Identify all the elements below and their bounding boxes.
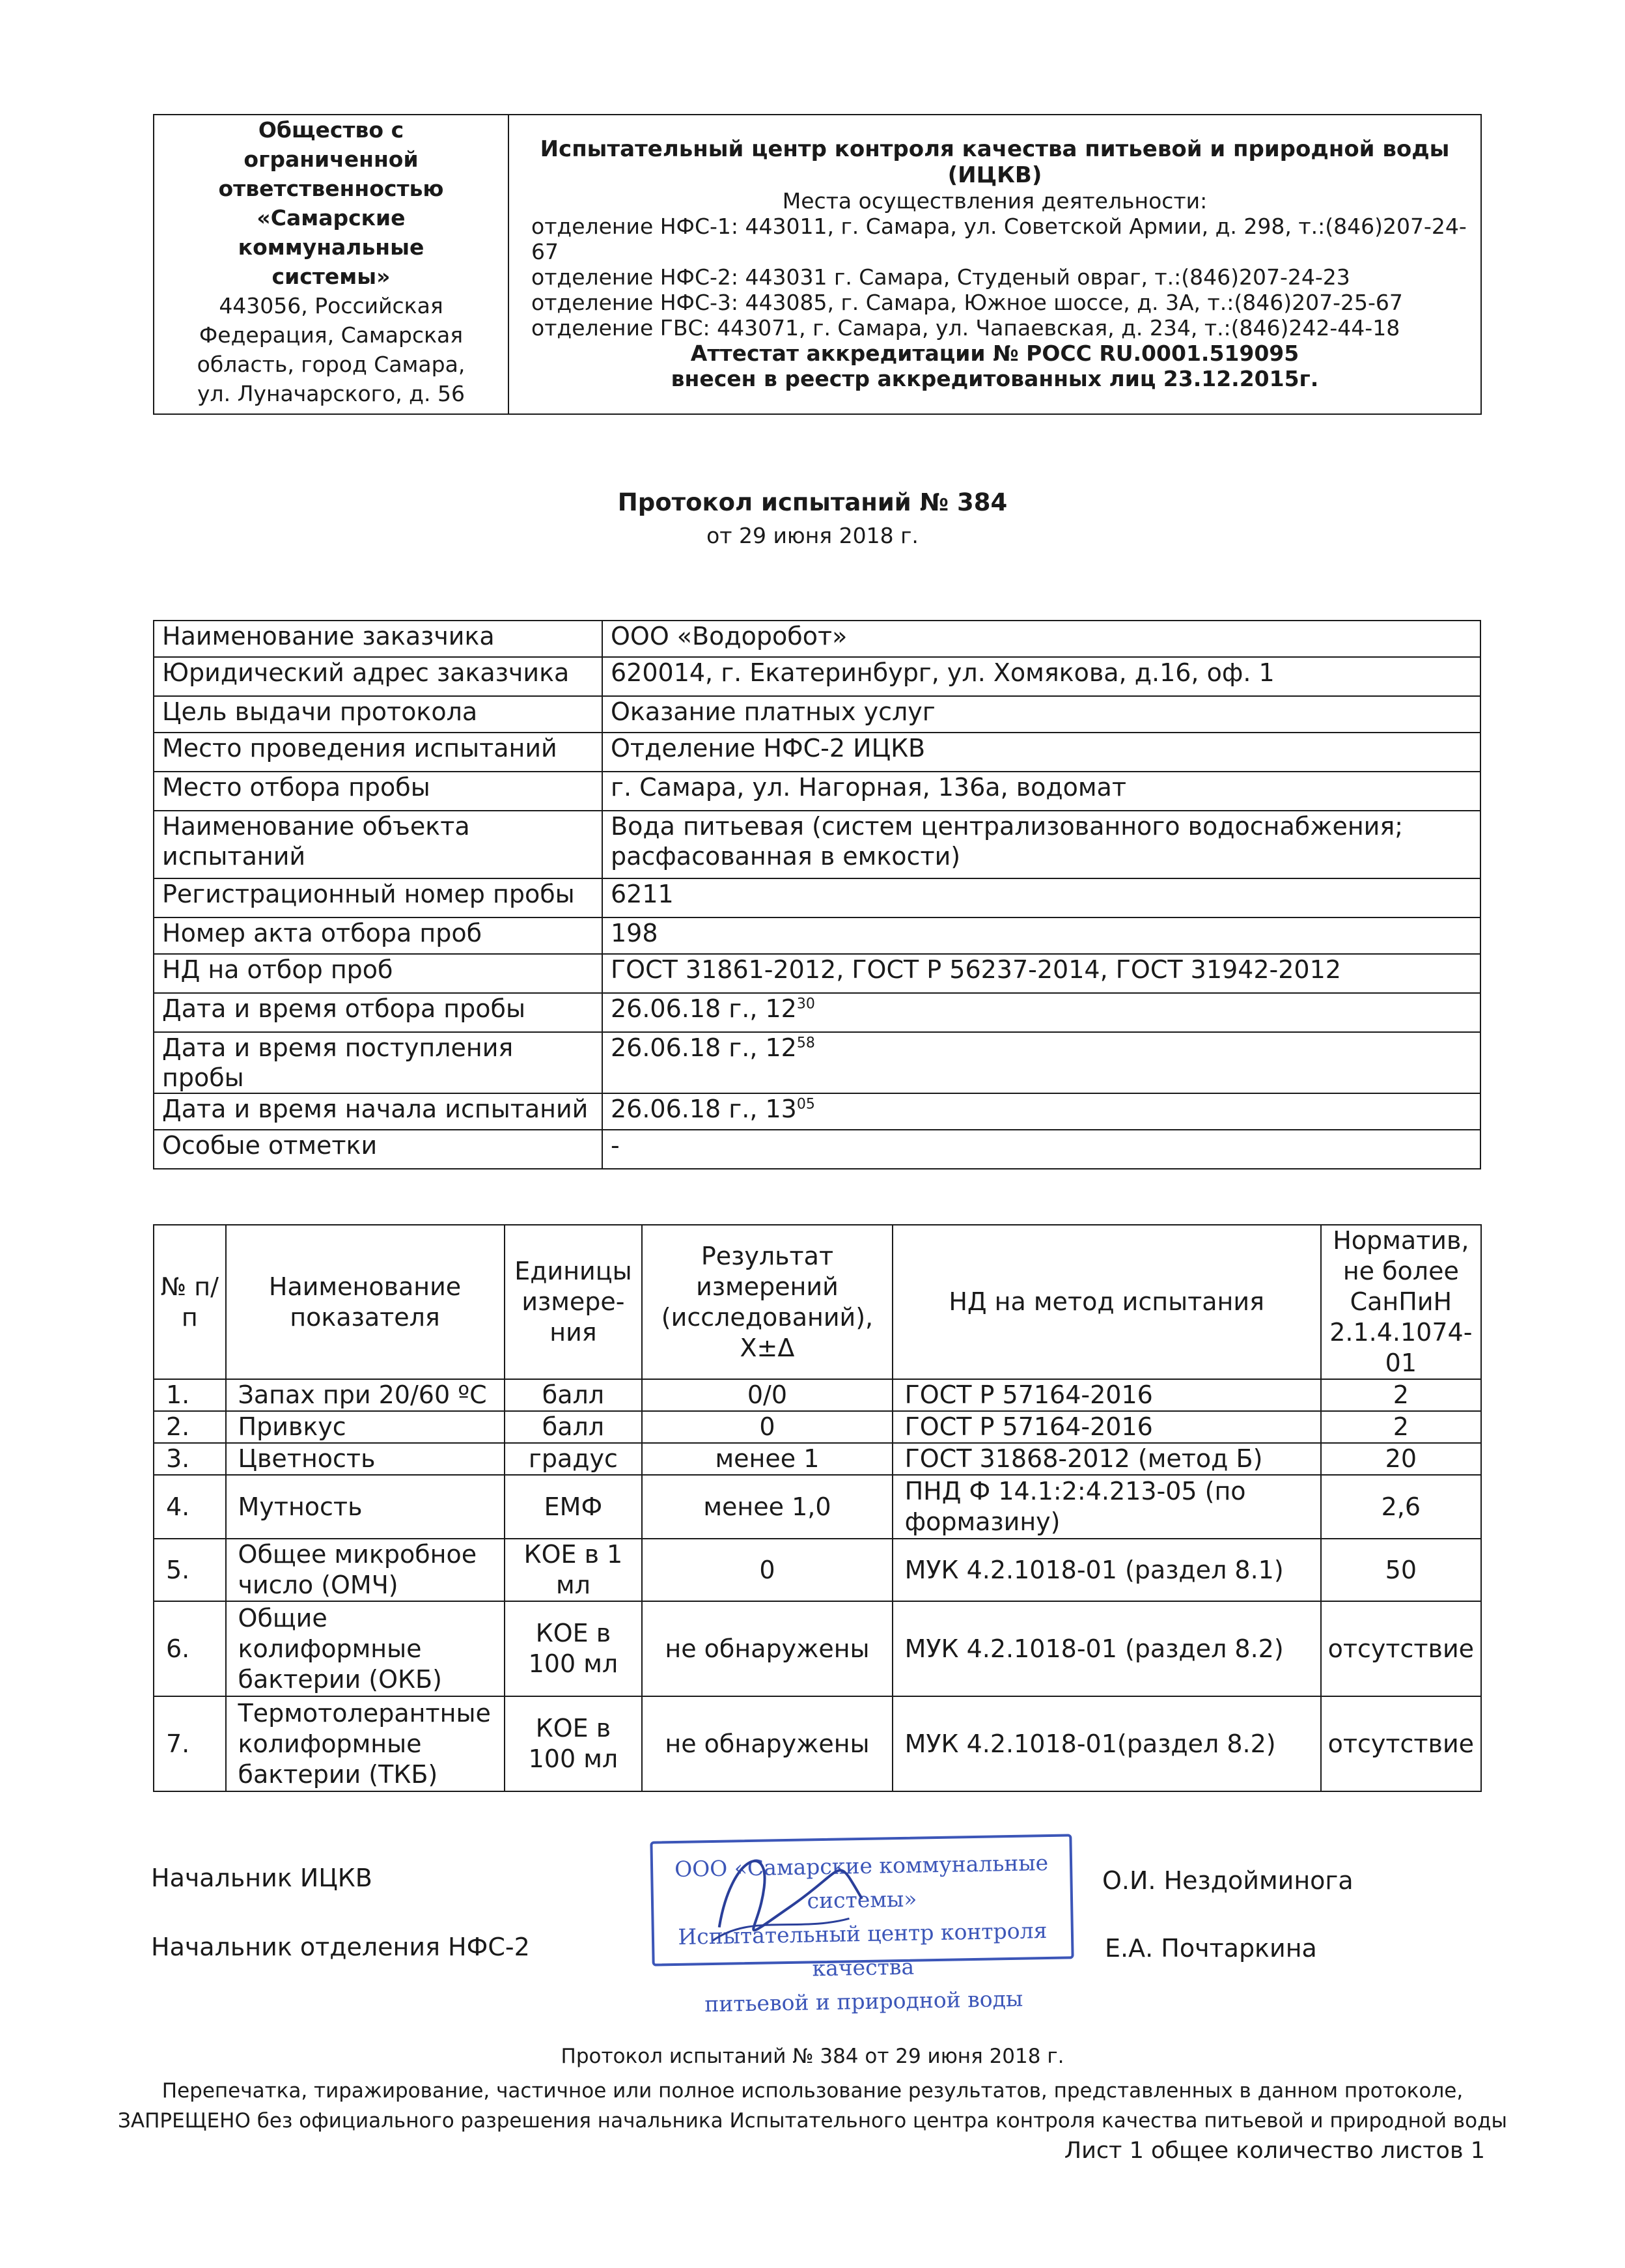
stamp-line: ООО «Самарские коммунальные системы»	[674, 1850, 1049, 1914]
info-value-text: Отделение НФС-2 ИЦКВ	[611, 734, 926, 763]
info-value-text: ООО «Водоробот»	[611, 622, 848, 651]
org-name-line: ответственностью	[218, 176, 444, 201]
org-address	[161, 291, 501, 408]
time-minutes: 05	[796, 1096, 815, 1113]
info-value-text: ГОСТ 31861-2012, ГОСТ Р 56237-2014, ГОСТ 31942-2012	[611, 955, 1341, 984]
info-value	[602, 1032, 1480, 1093]
result-result: 0	[642, 1539, 892, 1601]
result-num: 6.	[154, 1601, 226, 1696]
result-num: 4.	[154, 1475, 226, 1539]
org-name-line: ограниченной	[243, 147, 419, 172]
info-key: Юридический адрес заказчика	[154, 657, 602, 696]
footer-notice-line: ЗАПРЕЩЕНО без официального разрешения начальника Испытательного центра контроля качества питьевой и природной воды	[118, 2109, 1507, 2133]
info-key: Цель выдачи протокола	[154, 696, 602, 733]
result-method: ГОСТ 31868-2012 (метод Б)	[893, 1443, 1321, 1475]
signature-name: Е.А. Почтаркина	[1105, 1934, 1317, 1963]
signature-position: Начальник ИЦКВ	[151, 1864, 372, 1892]
info-row	[154, 878, 1480, 917]
result-unit: балл	[505, 1411, 643, 1443]
info-row	[154, 696, 1480, 733]
info-value	[602, 954, 1480, 993]
lab-title	[513, 136, 1477, 188]
organization-stamp	[650, 1834, 1074, 2017]
result-row	[154, 1696, 1481, 1791]
org-name	[161, 115, 501, 291]
result-num: 3.	[154, 1443, 226, 1475]
result-method: ГОСТ Р 57164-2016	[893, 1411, 1321, 1443]
result-result: не обнаружены	[642, 1696, 892, 1791]
place-line: отделение НФС-3: 443085, г. Самара, Южное шоссе, д. 3А, т.:(846)207-25-67	[531, 290, 1403, 315]
result-row	[154, 1443, 1481, 1475]
info-value	[602, 621, 1480, 657]
org-address-line: область, город Самара,	[197, 352, 465, 377]
result-row	[154, 1539, 1481, 1601]
result-num: 2.	[154, 1411, 226, 1443]
result-row	[154, 1411, 1481, 1443]
info-value-text: г. Самара, ул. Нагорная, 136а, водомат	[611, 773, 1126, 802]
col-header-name: Наименование показателя	[226, 1225, 505, 1379]
info-value	[602, 733, 1480, 772]
time-minutes: 30	[796, 996, 815, 1013]
info-row	[154, 1130, 1480, 1169]
footer-protocol: Протокол испытаний № 384 от 29 июня 2018 г.	[561, 2045, 1064, 2068]
info-value	[602, 917, 1480, 954]
document-date: от 29 июня 2018 г.	[706, 523, 919, 548]
info-row	[154, 917, 1480, 954]
info-row	[154, 733, 1480, 772]
result-norm: отсутствие	[1321, 1601, 1481, 1696]
col-header-result: Результат измерений (исследований), Х±Δ	[642, 1225, 892, 1379]
info-key: Место отбора пробы	[154, 772, 602, 811]
col-header-num: № п/п	[154, 1225, 226, 1379]
signature-scribble	[691, 1827, 889, 1973]
result-unit: КОЕ в 100 мл	[505, 1696, 643, 1791]
result-norm: 2	[1321, 1411, 1481, 1443]
result-unit: балл	[505, 1379, 643, 1411]
sheet-count: Лист 1 общее количество листов 1	[1064, 2138, 1485, 2164]
info-row	[154, 621, 1480, 657]
info-value	[602, 1130, 1480, 1169]
time-minutes: 58	[796, 1035, 815, 1052]
result-result: 0	[642, 1411, 892, 1443]
info-key: Дата и время поступления пробы	[154, 1032, 602, 1093]
org-name-line: Общество с	[258, 117, 404, 143]
info-value-text: 26.06.18 г., 12	[611, 994, 797, 1023]
result-method: МУК 4.2.1018-01(раздел 8.2)	[893, 1696, 1321, 1791]
result-method: ПНД Ф 14.1:2:4.213-05 (по формазину)	[893, 1475, 1321, 1539]
result-num: 1.	[154, 1379, 226, 1411]
info-value-text: 198	[611, 919, 658, 947]
org-address-line: Федерация, Самарская	[199, 322, 464, 348]
result-method: МУК 4.2.1018-01 (раздел 8.1)	[893, 1539, 1321, 1601]
info-value-text: 26.06.18 г., 13	[611, 1095, 797, 1123]
org-address-line: ул. Луначарского, д. 56	[197, 381, 465, 406]
stamp-line: Испытательный центр контроля качества	[678, 1918, 1048, 1981]
info-key: Особые отметки	[154, 1130, 602, 1169]
place-line: отделение НФС-2: 443031 г. Самара, Студеный овраг, т.:(846)207-24-23	[531, 264, 1350, 290]
info-row	[154, 772, 1480, 811]
result-row	[154, 1475, 1481, 1539]
org-name-line: коммунальные	[238, 234, 424, 260]
signature-name: О.И. Нездойминога	[1102, 1866, 1354, 1895]
places-label: Места осуществления деятельности:	[782, 188, 1208, 214]
result-name: Общие колиформные бактерии (ОКБ)	[226, 1601, 505, 1696]
result-name: Привкус	[226, 1411, 505, 1443]
result-unit: КОЕ в 100 мл	[505, 1601, 643, 1696]
info-row	[154, 1093, 1480, 1130]
signature-position: Начальник отделения НФС-2	[151, 1933, 530, 1961]
info-value-text: 620014, г. Екатеринбург, ул. Хомякова, д.16, оф. 1	[611, 658, 1275, 687]
info-value	[602, 1093, 1480, 1130]
result-result: не обнаружены	[642, 1601, 892, 1696]
col-header-method: НД на метод испытания	[893, 1225, 1321, 1379]
info-value-text: -	[611, 1131, 620, 1160]
org-address-line: 443056, Российская	[219, 293, 443, 318]
info-value	[602, 993, 1480, 1032]
place-line: отделение ГВС: 443071, г. Самара, ул. Чапаевская, д. 234, т.:(846)242-44-18	[531, 315, 1400, 341]
info-row	[154, 993, 1480, 1032]
result-result: менее 1	[642, 1443, 892, 1475]
info-value-text: 6211	[611, 880, 674, 908]
result-norm: отсутствие	[1321, 1696, 1481, 1791]
results-table	[153, 1224, 1482, 1792]
info-value	[602, 811, 1480, 878]
result-method: МУК 4.2.1018-01 (раздел 8.2)	[893, 1601, 1321, 1696]
lab-cell	[508, 115, 1481, 414]
org-name-line: системы»	[271, 264, 391, 289]
info-value	[602, 657, 1480, 696]
result-name: Общее микробное число (ОМЧ)	[226, 1539, 505, 1601]
result-unit: градус	[505, 1443, 643, 1475]
result-name: Запах при 20/60 ºС	[226, 1379, 505, 1411]
result-norm: 2,6	[1321, 1475, 1481, 1539]
result-norm: 2	[1321, 1379, 1481, 1411]
info-key: Дата и время отбора пробы	[154, 993, 602, 1032]
footer-notice	[0, 2076, 1625, 2136]
lab-title-line: (ИЦКВ)	[947, 162, 1042, 188]
document-title: Протокол испытаний № 384	[617, 488, 1008, 516]
result-name: Цветность	[226, 1443, 505, 1475]
result-row	[154, 1379, 1481, 1411]
info-row	[154, 811, 1480, 878]
info-value	[602, 878, 1480, 917]
accreditation-line: внесен в реестр аккредитованных лиц 23.12.2015г.	[671, 366, 1319, 391]
result-unit: ЕМФ	[505, 1475, 643, 1539]
place-line: отделение НФС-1: 443011, г. Самара, ул. Советской Армии, д. 298, т.:(846)207-24-67	[531, 214, 1467, 264]
info-row	[154, 657, 1480, 696]
info-key: Наименование заказчика	[154, 621, 602, 657]
info-key: Регистрационный номер пробы	[154, 878, 602, 917]
info-value-text: Оказание платных услуг	[611, 697, 936, 726]
info-row	[154, 1032, 1480, 1093]
result-unit: КОЕ в 1 мл	[505, 1539, 643, 1601]
info-key: Наименование объекта испытаний	[154, 811, 602, 878]
result-result: 0/0	[642, 1379, 892, 1411]
lab-title-line: Испытательный центр контроля качества питьевой и природной воды	[540, 136, 1450, 162]
info-key: Номер акта отбора проб	[154, 917, 602, 954]
result-name: Мутность	[226, 1475, 505, 1539]
info-value	[602, 772, 1480, 811]
result-norm: 50	[1321, 1539, 1481, 1601]
result-row	[154, 1601, 1481, 1696]
col-header-unit: Единицы измере-ния	[505, 1225, 643, 1379]
col-header-norm: Норматив, не более СанПиН 2.1.4.1074-01	[1321, 1225, 1481, 1379]
result-result: менее 1,0	[642, 1475, 892, 1539]
info-key: НД на отбор проб	[154, 954, 602, 993]
result-num: 7.	[154, 1696, 226, 1791]
result-norm: 20	[1321, 1443, 1481, 1475]
org-name-line: «Самарские	[257, 205, 406, 231]
footer-notice-line: Перепечатка, тиражирование, частичное или полное использование результатов, представленных в данном протоколе,	[161, 2079, 1464, 2103]
accreditation-line: Аттестат аккредитации № РОСС RU.0001.519095	[690, 341, 1299, 366]
result-method: ГОСТ Р 57164-2016	[893, 1379, 1321, 1411]
info-table	[153, 620, 1481, 1169]
info-key: Дата и время начала испытаний	[154, 1093, 602, 1130]
result-name: Термотолерантные колиформные бактерии (ТКБ)	[226, 1696, 505, 1791]
header-table	[153, 114, 1482, 415]
info-key: Место проведения испытаний	[154, 733, 602, 772]
info-value-text: Вода питьевая (систем централизованного водоснабжения; расфасованная в емкости)	[611, 812, 1404, 871]
info-value-text: 26.06.18 г., 12	[611, 1033, 797, 1062]
org-cell	[154, 115, 508, 414]
result-num: 5.	[154, 1539, 226, 1601]
info-value	[602, 696, 1480, 733]
stamp-line: питьевой и природной воды	[704, 1985, 1023, 2017]
info-row	[154, 954, 1480, 993]
